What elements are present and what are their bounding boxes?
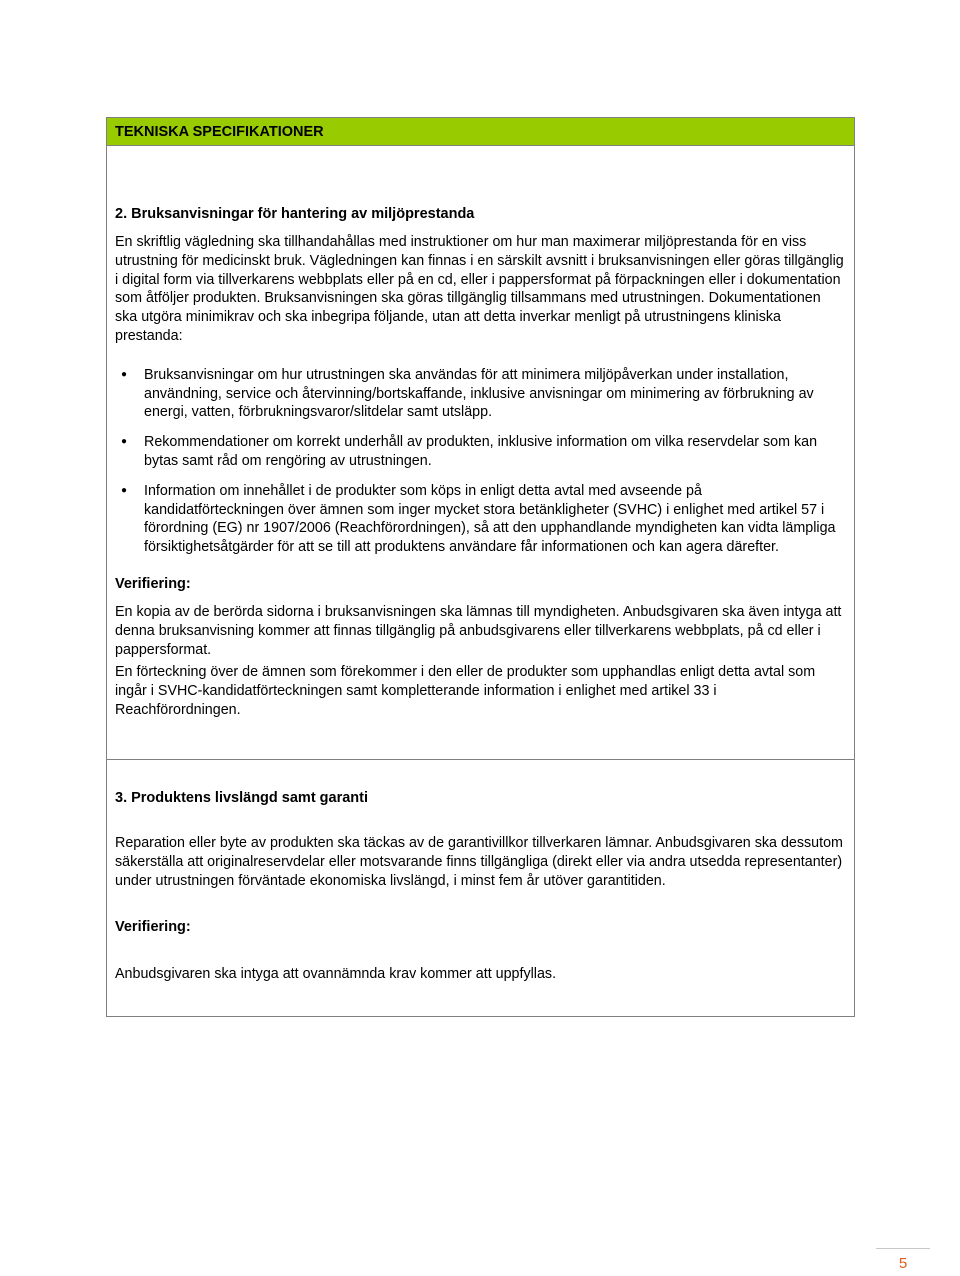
list-item [115,482,844,557]
list-item-text: Rekommendationer om korrekt underhåll av produkten, inklusive information om vilka reservdelar som kan bytas samt råd om rengöring av utrustningen. [144,434,818,469]
section-2-heading: 2. Bruksanvisningar för hantering av miljöprestanda [115,206,475,222]
list-item-text: Bruksanvisningar om hur utrustningen ska användas för att minimera miljöpåverkan under installation, användning, service och återvinning/bortskaffande, inklusive anvisningar om minimering av förbrukning av energi, vatten, förbrukningsvaror/slitdelar samt utsläpp. [144,366,814,421]
page-footer [876,1248,930,1273]
section-3-text: Reparation eller byte av produkten ska täckas av de garantivillkor tillverkaren lämnar. Anbudsgivaren ska dessutom säkerställa att originalreservdelar eller motsvarande finns tillgängliga (direkt eller via andra utsedda representanter) under utrustningen förväntade ekonomiska livslängd, i minst fem år utöver garantitiden. [115,835,843,889]
list-item [115,433,844,471]
section-2-bullet-list [115,366,844,557]
specification-table [106,117,855,1017]
header-title: TEKNISKA SPECIFIKATIONER [115,124,324,140]
section-2-cell [107,146,854,760]
section-2-intro: En skriftlig vägledning ska tillhandahållas med instruktioner om hur man maximerar miljöprestanda för en viss utrustning för medicinskt bruk. Vägledningen kan finnas i en särskilt avsnitt i bruksanvisningen eller göras tillgänglig i digital form via tillverkarens webbplats eller på en cd, eller i pappersformat på förpackningen eller i dokumentation som åtföljer produkten. Bruksanvisningen ska göras tillgänglig tillsammans med utrustningen. Dokumentationen ska utgöra minimikrav och ska inbegripa följande, utan att detta inverkar menligt på utrustningens kliniska prestanda: [115,234,844,344]
table-header [107,118,854,146]
page-number: 5 [898,1255,908,1272]
bullet-icon: ● [121,368,128,380]
section-3-verification-label: Verifiering: [115,919,191,936]
list-item-text: Information om innehållet i de produkter som köps in enligt detta avtal med avseende på kandidatförteckningen över ämnen som inger mycket stora betänkligheter (SVHC) i enlighet med artikel 57 i förordning (EG) nr 1907/2006 (Reachförordningen), så att den upphandlande myndigheten kan vidta lämpliga försiktighetsåtgärder för att se till att produktens användare får informationen och kan agera därefter. [144,482,836,556]
section-3-cell [107,760,854,1016]
section-2-verification-text-2: En förteckning över de ämnen som förekommer i den eller de produkter som upphandlas enligt detta avtal som ingår i SVHC-kandidatförteckningen samt kompletterande information i enlighet med artikel 33 i Reachförordningen. [115,664,816,718]
section-2-verification-text-1: En kopia av de berörda sidorna i bruksanvisningen ska lämnas till myndigheten. Anbudsgivaren ska även intyga att denna bruksanvisning kommer att finnas tillgänglig på anbudsgivarens eller tillverkarens webbplats, på cd eller i pappersformat. [115,603,842,658]
section-3-heading: 3. Produktens livslängd samt garanti [115,790,369,806]
bullet-icon: ● [121,436,128,448]
list-item [115,366,844,422]
bullet-icon: ● [121,484,128,496]
section-3-verification-text: Anbudsgivaren ska intyga att ovannämnda krav kommer att uppfyllas. [115,966,557,983]
section-2-verification-label: Verifiering: [115,575,191,592]
